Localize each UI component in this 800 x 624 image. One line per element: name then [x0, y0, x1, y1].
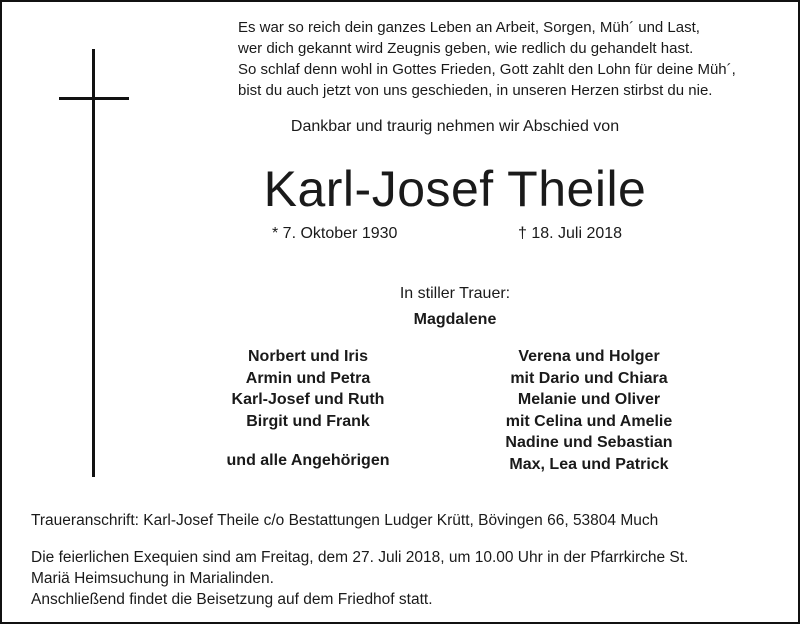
- poem: [238, 17, 798, 101]
- family-entry: Birgit und Frank: [246, 412, 370, 430]
- family-entry: mit Dario und Chiara: [510, 369, 668, 387]
- family-entry: Karl-Josef und Ruth: [231, 391, 385, 408]
- family-entry: Max, Lea und Patrick: [509, 455, 669, 473]
- widow-name: Magdalene: [413, 311, 497, 328]
- family-entry: Nadine und Sebastian: [505, 434, 673, 451]
- service-line: Anschließend findet die Beisetzung auf dem Friedhof statt.: [31, 591, 433, 608]
- service-info: [31, 547, 791, 610]
- cross-vertical-bar: [92, 49, 95, 477]
- service-line: Mariä Heimsuchung in Marialinden.: [31, 570, 274, 587]
- other-relatives: und alle Angehörigen: [226, 452, 390, 469]
- mourning-label: In stiller Trauer:: [399, 285, 511, 302]
- deceased-name: Karl-Josef Theile: [263, 161, 647, 217]
- family-entry: mit Celina und Amelie: [505, 412, 673, 430]
- family-list-right: [464, 346, 714, 475]
- poem-line: bist du auch jetzt von uns geschieden, in unseren Herzen stirbst du nie.: [238, 82, 713, 99]
- poem-line: So schlaf denn wohl in Gottes Frieden, Gott zahlt den Lohn für deine Müh´,: [238, 61, 736, 78]
- family-list-left: [188, 346, 428, 432]
- family-entry: Verena und Holger: [518, 348, 660, 365]
- farewell-intro: Dankbar und traurig nehmen wir Abschied von: [290, 118, 620, 135]
- service-line: Die feierlichen Exequien sind am Freitag, dem 27. Juli 2018, um 10.00 Uhr in der Pfarrkirche St.: [31, 549, 689, 566]
- cross-horizontal-bar: [59, 97, 129, 100]
- mourning-address: Traueranschrift: Karl-Josef Theile c/o Bestattungen Ludger Krütt, Bövingen 66, 53804 Much: [31, 512, 659, 529]
- family-entry: Armin und Petra: [245, 369, 371, 387]
- death-date: † 18. Juli 2018: [518, 225, 623, 242]
- family-entry: Melanie und Oliver: [517, 391, 661, 408]
- poem-line: wer dich gekannt wird Zeugnis geben, wie redlich du gehandelt hast.: [238, 40, 694, 57]
- poem-line: Es war so reich dein ganzes Leben an Arbeit, Sorgen, Müh´ und Last,: [238, 19, 700, 36]
- family-entry: Norbert und Iris: [247, 348, 368, 365]
- birth-date: * 7. Oktober 1930: [272, 225, 398, 242]
